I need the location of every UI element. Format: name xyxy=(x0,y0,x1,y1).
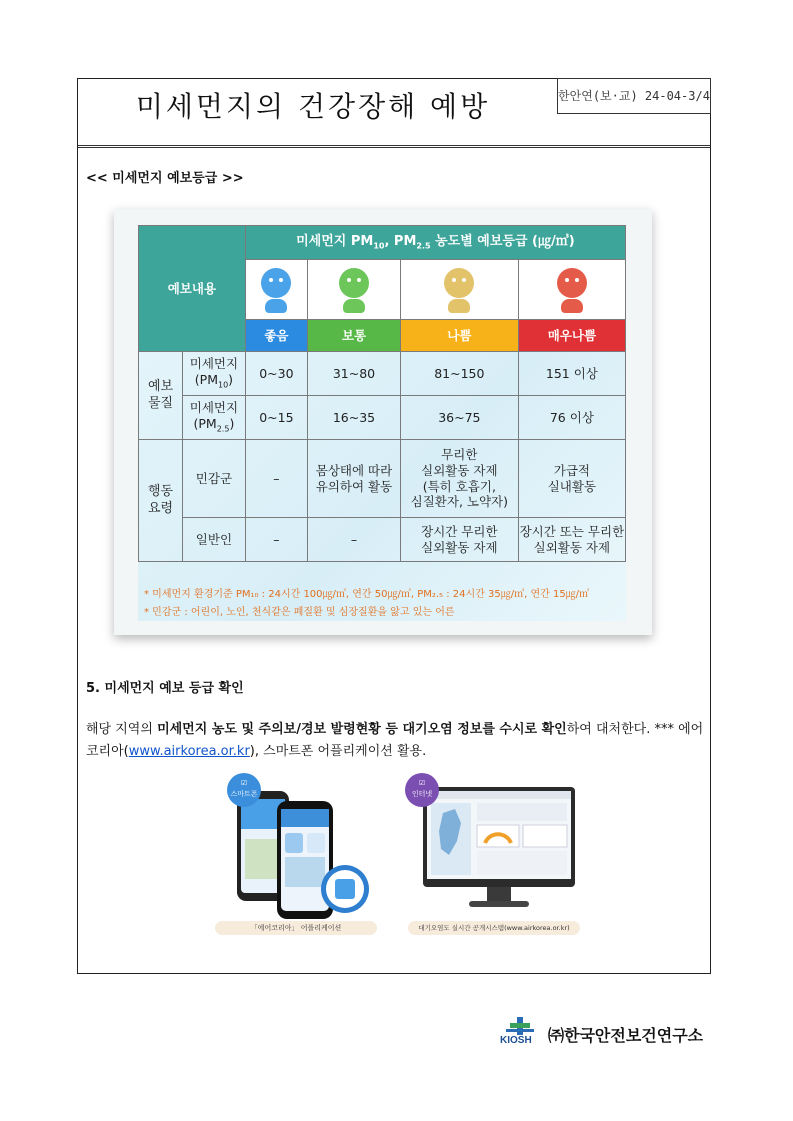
document-frame xyxy=(77,78,711,974)
table-cell: 36~75 xyxy=(400,396,518,440)
top-title-sub: 10 xyxy=(373,241,385,251)
table-cell: 무리한 실외활동 자제 (특히 호흡기, 심질환자, 노약자) xyxy=(400,440,518,518)
grade-good: 좋음 xyxy=(245,320,307,352)
document-number: 한안연(보·교) 24-04-3/4 xyxy=(557,78,711,114)
document-header xyxy=(78,79,710,148)
top-title-part: 농도별 예보등급 (㎍/㎥) xyxy=(430,233,575,249)
paragraph-text: 해당 지역의 xyxy=(86,722,158,737)
check-icon: ☑ xyxy=(240,779,248,787)
section-forecast-title: << 미세먼지 예보등급 >> xyxy=(86,171,244,186)
table-cell: 몸상태에 따라 유의하여 활동 xyxy=(308,440,401,518)
row-label-close: ) xyxy=(229,416,235,432)
top-title-part: , PM xyxy=(384,233,417,249)
table-cell: 가급적 실내활동 xyxy=(518,440,625,518)
table-cell: 0~15 xyxy=(245,396,307,440)
forecast-table xyxy=(138,225,626,562)
airkorea-link[interactable]: www.airkorea.or.kr xyxy=(128,744,250,759)
row-label-pm10 xyxy=(183,352,246,396)
row-label-main: 미세먼지 xyxy=(189,400,239,416)
table-cell: 장시간 무리한 실외활동 자제 xyxy=(400,518,518,562)
kiosh-logo-text: KIOSH xyxy=(500,1035,532,1046)
character-bad xyxy=(400,260,518,320)
internet-badge-label: 인터넷 xyxy=(411,790,433,798)
smartphone-caption: 「에어코리아」 어플리케이션 xyxy=(215,921,377,935)
smiley-icon xyxy=(339,268,369,298)
smartphone-badge-label: 스마트폰 xyxy=(230,790,258,798)
row-label-sensitive: 민감군 xyxy=(183,440,246,518)
grade-very-bad: 매우나쁨 xyxy=(518,320,625,352)
document-title: 미세먼지의 건강장해 예방 xyxy=(135,90,491,123)
forecast-figure xyxy=(114,209,652,635)
paragraph-emphasis: 미세먼지 농도 및 주의보/경보 발령현황 등 대기오염 정보를 수시로 확인 xyxy=(157,722,567,737)
table-cell: – xyxy=(245,518,307,562)
group-forecast-substance: 예보 물질 xyxy=(139,352,183,440)
footnote-sensitive: * 민감군 : 어린이, 노인, 천식같은 폐질환 및 심장질환을 앓고 있는 어른 xyxy=(144,607,455,618)
character-normal xyxy=(308,260,401,320)
character-very-bad xyxy=(518,260,625,320)
paragraph-text: ), 스마트폰 어플리케이션 활용. xyxy=(249,744,427,759)
forecast-figure-inner xyxy=(138,225,626,621)
grade-normal: 보통 xyxy=(308,320,401,352)
row-label-paren: (PM xyxy=(194,372,218,388)
smiley-icon xyxy=(261,268,291,298)
table-cell: 76 이상 xyxy=(518,396,625,440)
row-label-sub: 2.5 xyxy=(216,424,230,434)
paragraph-text: 하여 대처한다. *** 에어코리아( xyxy=(86,722,704,759)
table-cell: 0~30 xyxy=(245,352,307,396)
table-cell: 16~35 xyxy=(308,396,401,440)
masked-face-icon xyxy=(444,268,474,298)
table-cell: 151 이상 xyxy=(518,352,625,396)
smartphone-badge xyxy=(227,773,261,807)
row-label-pm25 xyxy=(183,396,246,440)
group-action-guide: 행동 요령 xyxy=(139,440,183,562)
footnote-standard: * 미세먼지 환경기준 PM₁₀ : 24시간 100㎍/㎥, 연간 50㎍/㎥, PM₂.₅ : 24시간 35㎍/㎥, 연간 15㎍/㎥ xyxy=(144,589,590,600)
top-title-sub: 2.5 xyxy=(416,241,431,251)
section-check-title: 5. 미세먼지 예보 등급 확인 xyxy=(86,681,244,696)
grade-bad: 나쁨 xyxy=(400,320,518,352)
check-icon: ☑ xyxy=(418,779,426,787)
table-cell: 장시간 또는 무리한 실외활동 자제 xyxy=(518,518,625,562)
top-title-part: 미세먼지 PM xyxy=(296,233,374,249)
forecast-content-header: 예보내용 xyxy=(139,226,246,352)
forecast-top-title xyxy=(245,226,625,260)
smartphone-illustration xyxy=(215,779,375,939)
monitor-caption: 대기오염도 실시간 공개시스템(www.airkorea.or.kr) xyxy=(408,921,580,935)
table-cell: – xyxy=(308,518,401,562)
row-label-sub: 10 xyxy=(217,380,229,390)
character-good xyxy=(245,260,307,320)
masked-face-icon xyxy=(557,268,587,298)
row-label-main: 미세먼지 xyxy=(189,356,239,372)
footer-logo xyxy=(500,1015,720,1049)
internet-badge xyxy=(405,773,439,807)
row-label-paren: (PM xyxy=(193,416,217,432)
monitor-illustration xyxy=(403,779,578,939)
row-label-close: ) xyxy=(228,372,234,388)
organization-name: ㈜한국안전보건연구소 xyxy=(548,1026,704,1045)
table-cell: 81~150 xyxy=(400,352,518,396)
body-paragraph xyxy=(86,719,706,763)
table-cell: – xyxy=(245,440,307,518)
table-cell: 31~80 xyxy=(308,352,401,396)
row-label-general: 일반인 xyxy=(183,518,246,562)
